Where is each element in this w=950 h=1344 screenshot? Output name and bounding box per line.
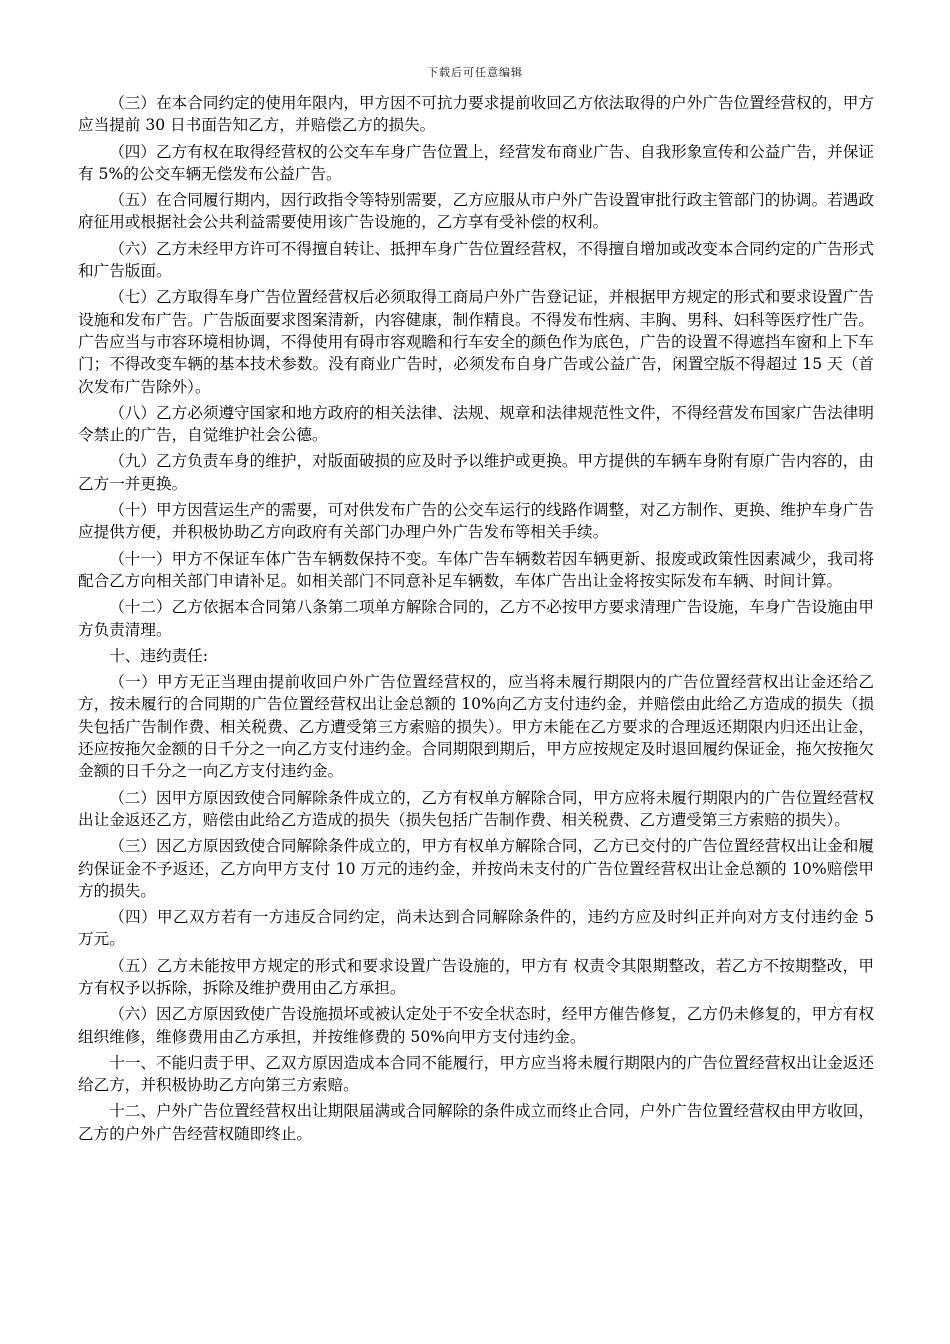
clause-9-12: （十二）乙方依据本合同第八条第二项单方解除合同的，乙方不必按甲方要求清理广告设施，车身广告设施由甲方负责清理。 <box>78 598 874 639</box>
clause-10-6: （六）因乙方原因致使广告设施损坏或被认定处于不安全状态时，经甲方催告修复，乙方仍未修复的，甲方有权组织维修，维修费用由乙方承担，并按维修费的 50%向甲方支付违约金。 <box>78 1005 874 1046</box>
section-12: 十二、户外广告位置经营权出让期限届满或合同解除的条件成立而终止合同，户外广告位置经营权由甲方收回，乙方的户外广告经营权随即终止。 <box>78 1102 874 1143</box>
document-body <box>78 92 874 1149</box>
clause-9-8: （八）乙方必须遵守国家和地方政府的相关法律、法规、规章和法律规范性文件，不得经营发布国家广告法律明令禁止的广告，自觉维护社会公德。 <box>78 403 874 445</box>
clause-10-1: （一）甲方无正当理由提前收回户外广告位置经营权的，应当将未履行期限内的广告位置经营权出让金还给乙方，按未履行的合同期的广告位置经营权出让金总额的 10%向乙方支付违约金，并赔偿由此给乙方造成的损失（损失包括广告制作费、相关税费、乙方遭受第三方索赔的损失）。甲方未能在乙方要求的合理返还期限内归还出让金，还应按拖欠金额的日千分之一向乙方支付违约金。合同期限到期后，甲方应按规定及时退回履约保证金，拖欠按拖欠金额的日千分之一向乙方支付违约金。 <box>78 673 874 781</box>
section-11: 十一、不能归责于甲、乙双方原因造成本合同不能履行，甲方应当将未履行期限内的广告位置经营权出让金返还给乙方，并积极协助乙方向第三方索赔。 <box>78 1053 874 1095</box>
section-heading-10: 十、违约责任: <box>109 646 209 665</box>
clause-10-5: （五）乙方未能按甲方规定的形式和要求设置广告设施的，甲方有 权责令其限期整改，若乙方不按期整改，甲方有权予以拆除，拆除及维护费用由乙方承担。 <box>78 956 874 997</box>
clause-9-10: （十）甲方因营运生产的需要，可对供发布广告的公交车运行的线路作调整，对乙方制作、更换、维护车身广告应提供方便，并积极协助乙方向政府有关部门办理户外广告发布等相关手续。 <box>78 501 874 542</box>
clause-9-3: （三）在本合同约定的使用年限内，甲方因不可抗力要求提前收回乙方依法取得的户外广告位置经营权的，甲方应当提前 30 日书面告知乙方，并赔偿乙方的损失。 <box>78 94 874 135</box>
clause-10-3: （三）因乙方原因致使合同解除条件成立的，甲方有权单方解除合同，乙方已交付的广告位置经营权出让金和履约保证金不予返还，乙方向甲方支付 10 万元的违约金，并按尚未支付的广告位置经营权出让金总额的 10%赔偿甲方的损失。 <box>78 837 874 900</box>
clause-9-6: （六）乙方未经甲方许可不得擅自转让、抵押车身广告位置经营权，不得擅自增加或改变本合同约定的广告形式和广告版面。 <box>78 239 874 281</box>
page-header: 下载后可任意编辑 <box>427 66 523 79</box>
clause-10-4: （四）甲乙双方若有一方违反合同约定，尚未达到合同解除条件的，违约方应及时纠正并向对方支付违约金 5 万元。 <box>78 908 874 949</box>
clause-9-7: （七）乙方取得车身广告位置经营权后必须取得工商局户外广告登记证，并根据甲方规定的形式和要求设置广告设施和发布广告。广告版面要求图案清新，内容健康，制作精良。不得发布性病、丰胸、男科、妇科等医疗性广告。广告应当与市容环境相协调，不得使用有碍市容观瞻和行车安全的颜色作为底色，广告的设置不得遮挡车窗和上下车门；不得改变车辆的基本技术参数。没有商业广告时，必须发布自身广告或公益广告，闲置空版不得超过 15 天（首次发布广告除外）。 <box>78 288 874 396</box>
clause-9-4: （四）乙方有权在取得经营权的公交车车身广告位置上，经营发布商业广告、自我形象宣传和公益广告，并保证有 5%的公交车辆无偿发布公益广告。 <box>78 142 874 183</box>
clause-9-9: （九）乙方负责车身的维护，对版面破损的应及时予以维护或更换。甲方提供的车辆车身附有原广告内容的，由乙方一并更换。 <box>78 452 874 493</box>
clause-9-11: （十一）甲方不保证车体广告车辆数保持不变。车体广告车辆数若因车辆更新、报废或政策性因素减少，我司将配合乙方向相关部门申请补足。如相关部门不同意补足车辆数，车体广告出让金将按实际发布车辆、时间计算。 <box>78 549 874 590</box>
clause-9-5: （五）在合同履行期内，因行政指令等特别需要，乙方应服从市户外广告设置审批行政主管部门的协调。若遇政府征用或根据社会公共利益需要使用该广告设施的，乙方享有受补偿的权利。 <box>78 191 874 232</box>
clause-10-2: （二）因甲方原因致使合同解除条件成立的，乙方有权单方解除合同，甲方应将未履行期限内的广告位置经营权出让金返还乙方，赔偿由此给乙方造成的损失（损失包括广告制作费、相关税费、乙方遭受第三方索赔的损失）。 <box>78 788 874 829</box>
